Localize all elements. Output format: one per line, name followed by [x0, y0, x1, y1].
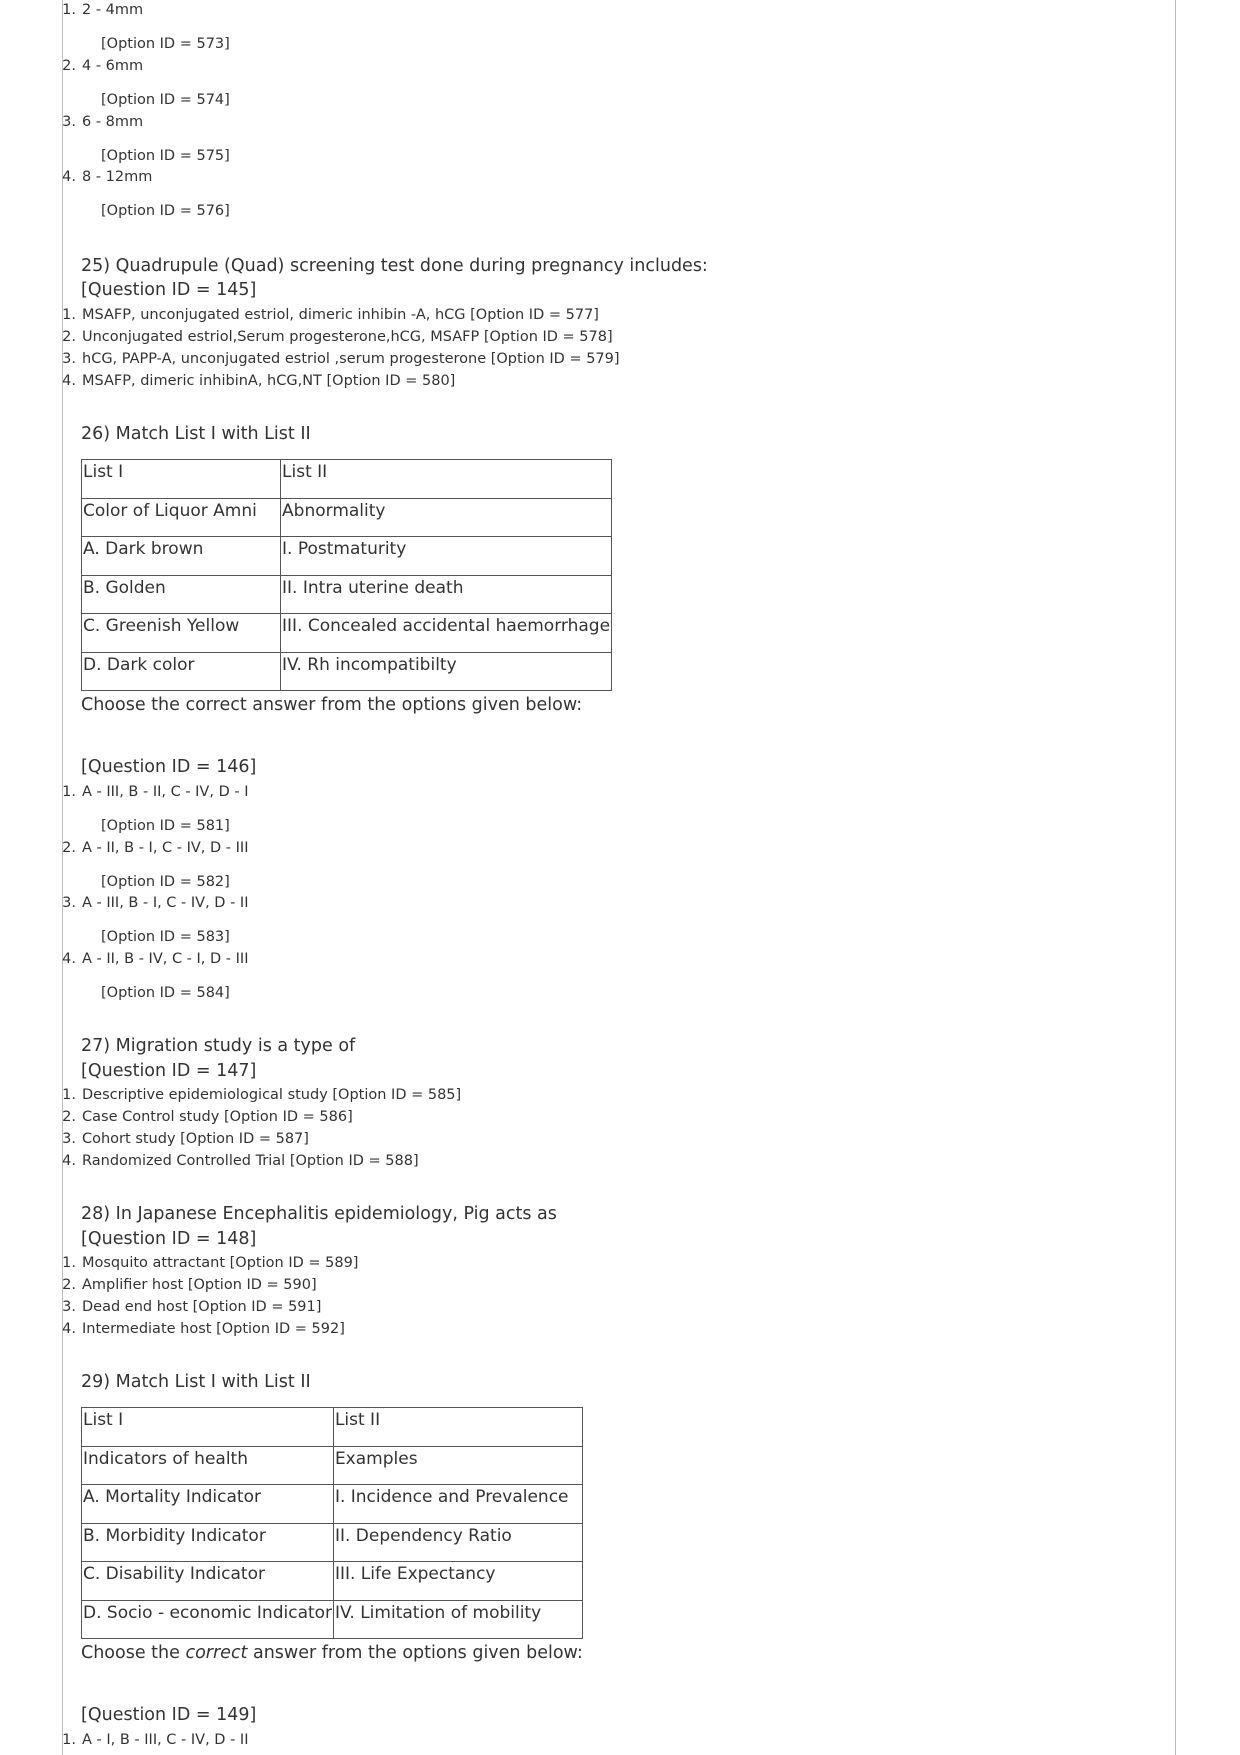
table-cell: III. Concealed accidental haemorrhage: [281, 614, 612, 653]
option-item: 3. Cohort study [Option ID = 587]: [62, 1131, 309, 1147]
question-id: [Question ID = 149]: [81, 1705, 257, 1725]
option-id: [Option ID = 581]: [101, 818, 230, 834]
table-row: [82, 460, 612, 499]
question-title: 29) Match List I with List II: [81, 1372, 311, 1392]
question-title: 28) In Japanese Encephalitis epidemiology, Pig acts as: [81, 1204, 557, 1224]
option-id: [Option ID = 583]: [101, 929, 230, 945]
option-item: 4. Randomized Controlled Trial [Option ID = 588]: [62, 1153, 419, 1169]
table-cell: IV. Limitation of mobility: [333, 1600, 582, 1639]
table-cell: List I: [82, 460, 281, 499]
table-cell: A. Dark brown: [82, 537, 281, 576]
option-item: 3. A - III, B - I, C - IV, D - II: [62, 895, 249, 911]
table-row: [82, 1408, 583, 1447]
table-cell: D. Socio - economic Indicator: [82, 1600, 334, 1639]
option-id: [Option ID = 575]: [101, 148, 230, 164]
table-cell: C. Greenish Yellow: [82, 614, 281, 653]
option-id: [Option ID = 576]: [101, 203, 230, 219]
option-item: 4. MSAFP, dimeric inhibinA, hCG,NT [Option ID = 580]: [62, 373, 456, 389]
question-title: 27) Migration study is a type of: [81, 1036, 356, 1056]
table-cell: C. Disability Indicator: [82, 1562, 334, 1601]
question-id: [Question ID = 147]: [81, 1061, 257, 1081]
table-cell: IV. Rh incompatibilty: [281, 652, 612, 691]
table-cell: II. Dependency Ratio: [333, 1523, 582, 1562]
table-cell: Abnormality: [281, 498, 612, 537]
table-cell: I. Postmaturity: [281, 537, 612, 576]
table-cell: I. Incidence and Prevalence: [333, 1485, 582, 1524]
option-item: 2. Unconjugated estriol,Serum progesterone,hCG, MSAFP [Option ID = 578]: [62, 329, 613, 345]
table-cell: Color of Liquor Amni: [82, 498, 281, 537]
table-cell: List II: [333, 1408, 582, 1447]
option-id: [Option ID = 584]: [101, 985, 230, 1001]
match-table: [81, 459, 612, 691]
table-cell: III. Life Expectancy: [333, 1562, 582, 1601]
table-cell: A. Mortality Indicator: [82, 1485, 334, 1524]
option-item: 2. 4 - 6mm: [62, 58, 144, 74]
option-id: [Option ID = 582]: [101, 874, 230, 890]
choose-instruction: Choose the correct answer from the options given below:: [81, 1643, 583, 1663]
table-row: [82, 498, 612, 537]
option-item: 2. Case Control study [Option ID = 586]: [62, 1109, 353, 1125]
option-item: 2. A - II, B - I, C - IV, D - III: [62, 840, 249, 856]
option-item: 4. 8 - 12mm: [62, 169, 153, 185]
page-border-right: [1175, 0, 1176, 1755]
table-row: [82, 537, 612, 576]
option-item: 1. A - I, B - III, C - IV, D - II: [62, 1732, 249, 1748]
table-cell: List I: [82, 1408, 334, 1447]
table-cell: Examples: [333, 1446, 582, 1485]
table-cell: B. Morbidity Indicator: [82, 1523, 334, 1562]
question-id: [Question ID = 146]: [81, 757, 257, 777]
choose-instruction: Choose the correct answer from the options given below:: [81, 695, 583, 715]
table-row: [82, 1446, 583, 1485]
table-row: [82, 1523, 583, 1562]
option-item: 4. Intermediate host [Option ID = 592]: [62, 1321, 345, 1337]
question-id: [Question ID = 148]: [81, 1229, 257, 1249]
option-item: 3. hCG, PAPP-A, unconjugated estriol ,serum progesterone [Option ID = 579]: [62, 351, 620, 367]
table-cell: Indicators of health: [82, 1446, 334, 1485]
table-row: [82, 652, 612, 691]
option-id: [Option ID = 573]: [101, 36, 230, 52]
table-row: [82, 1485, 583, 1524]
option-item: 3. Dead end host [Option ID = 591]: [62, 1299, 322, 1315]
option-id: [Option ID = 574]: [101, 92, 230, 108]
table-cell: B. Golden: [82, 575, 281, 614]
option-item: 4. A - II, B - IV, C - I, D - III: [62, 951, 249, 967]
table-row: [82, 614, 612, 653]
table-cell: II. Intra uterine death: [281, 575, 612, 614]
question-id: [Question ID = 145]: [81, 280, 257, 300]
match-table: [81, 1407, 583, 1639]
page-border-left: [62, 0, 63, 1755]
question-title: 26) Match List I with List II: [81, 424, 311, 444]
table-row: [82, 1562, 583, 1601]
option-item: 3. 6 - 8mm: [62, 114, 144, 130]
option-item: 1. MSAFP, unconjugated estriol, dimeric inhibin -A, hCG [Option ID = 577]: [62, 307, 599, 323]
table-cell: D. Dark color: [82, 652, 281, 691]
question-title: 25) Quadrupule (Quad) screening test done during pregnancy includes:: [81, 256, 708, 276]
option-item: 1. 2 - 4mm: [62, 2, 144, 18]
option-item: 1. Mosquito attractant [Option ID = 589]: [62, 1255, 359, 1271]
option-item: 2. Amplifier host [Option ID = 590]: [62, 1277, 317, 1293]
table-cell: List II: [281, 460, 612, 499]
table-row: [82, 1600, 583, 1639]
table-row: [82, 575, 612, 614]
option-item: 1. A - III, B - II, C - IV, D - I: [62, 784, 249, 800]
option-item: 1. Descriptive epidemiological study [Option ID = 585]: [62, 1087, 462, 1103]
